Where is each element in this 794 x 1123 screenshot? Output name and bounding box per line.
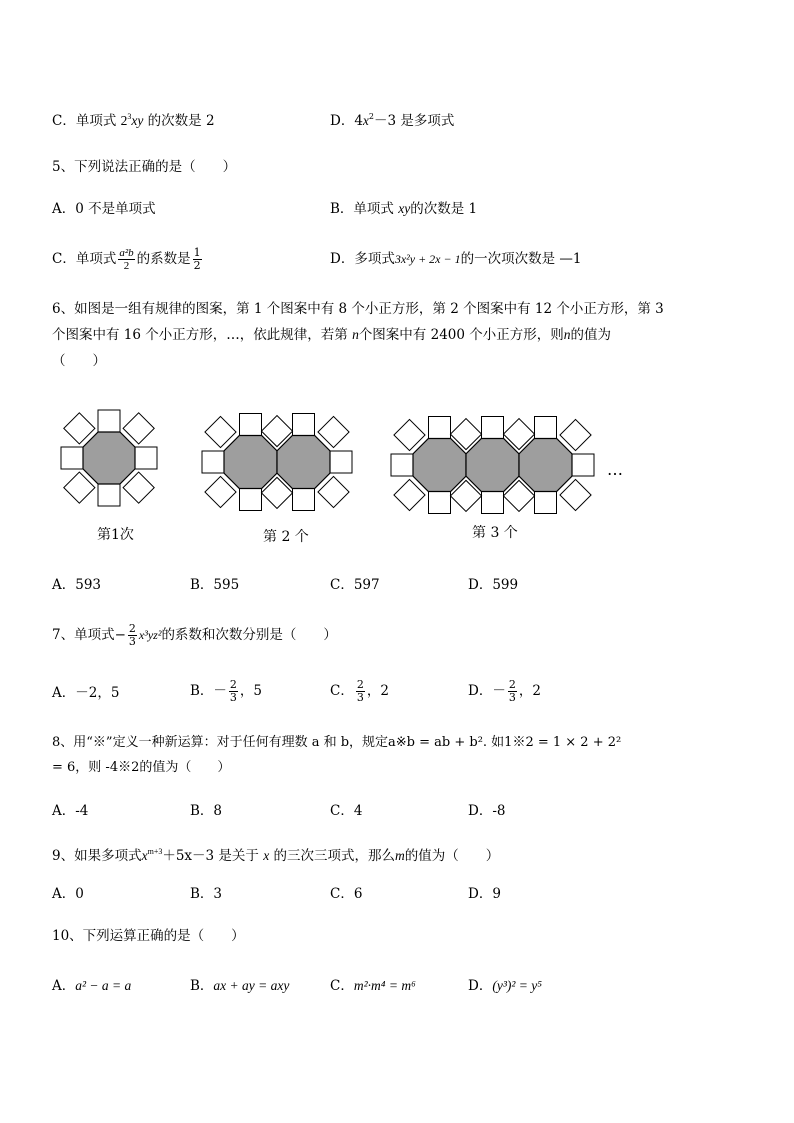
q5-stem: 5、下列说法正确的是（ ） <box>52 159 237 175</box>
pattern3-square <box>572 454 594 476</box>
q9-option-d: D．9 <box>468 886 501 902</box>
q9-option-a: A．0 <box>52 886 84 902</box>
q9-option-b: B．3 <box>190 886 223 902</box>
q8-option-a: A．-4 <box>52 803 89 819</box>
pattern-caption-1: 第1次 <box>97 527 134 543</box>
q9-stem: 9、如果多项式$x^{m+3}+5x-3$ 是关于 x 的三次三项式，那么m的值为（ ） <box>52 847 500 864</box>
pattern1-square <box>98 410 120 432</box>
pattern2-square <box>202 451 224 473</box>
pattern2-square <box>293 489 315 511</box>
q6-option-d: D．599 <box>468 577 519 593</box>
pattern-caption-2: 第 2 个 <box>263 529 309 545</box>
pattern3-octagon <box>519 439 572 492</box>
pattern3-square <box>391 454 413 476</box>
pattern3-square <box>482 492 504 514</box>
pattern-caption-3: 第 3 个 <box>472 525 518 541</box>
q7-stem: 7、单项式− $\frac{2}{3}$ x³yz²的系数和次数分别是（ ） <box>52 622 337 648</box>
q6-option-a: A．593 <box>52 577 102 593</box>
q5-option-c: C．单项式 $\frac{\text{a²b}}{2}$ 的系数是 $\frac{1}{2}$ <box>52 246 201 272</box>
q10-option-a: A．a² − a = a <box>52 978 132 994</box>
q6-option-b: B．595 <box>190 577 240 593</box>
pattern2-square <box>240 489 262 511</box>
q6-stem-line2: 个图案中有 16 个小正方形，…，依此规律，若第 n个图案中有 2400 个小正方形，则n的值为 <box>52 327 612 343</box>
q8-option-c: C．4 <box>330 803 363 819</box>
q10-option-c: C．m²·m⁴ = m⁶ <box>330 978 416 994</box>
q8-option-d: D．-8 <box>468 803 506 819</box>
q8-stem-line2: = 6，则 -4※2的值为（ ） <box>52 760 231 775</box>
pattern3-square <box>429 492 451 514</box>
q8-option-b: B．8 <box>190 803 223 819</box>
q7-option-d: D．－ $\frac{2}{3}$ ，2 <box>468 678 541 704</box>
q8-stem-line1: 8、用“※”定义一种新运算：对于任何有理数 a 和 b，规定a※b = ab + b². 如1※2 = 1 × 2 + 2² <box>52 735 622 750</box>
pattern1-square <box>98 484 120 506</box>
q7-option-b: B．－ $\frac{2}{3}$ ，5 <box>190 678 263 704</box>
pattern2-square <box>240 414 262 436</box>
pattern1-square <box>135 447 157 469</box>
q5-option-d: D．多项式3x²y + 2x − 1的一次项次数是 —1 <box>330 251 582 267</box>
q6-option-c: C．597 <box>330 577 380 593</box>
q9-option-c: C．6 <box>330 886 363 902</box>
q6-stem-line3: （ ） <box>52 353 106 369</box>
pattern-ellipsis: … <box>607 460 623 479</box>
pattern1-octagon <box>83 432 135 484</box>
q7-option-a: A．－2，5 <box>52 685 120 701</box>
pattern3-square <box>429 417 451 439</box>
q7-option-c: C． $\frac{2}{3}$ ，2 <box>330 678 389 704</box>
pattern2-square <box>293 414 315 436</box>
pattern2-octagon <box>224 436 277 489</box>
q10-stem: 10、下列运算正确的是（ ） <box>52 928 245 944</box>
q10-option-d: D．(y³)² = y⁵ <box>468 978 542 994</box>
pattern1-square <box>61 447 83 469</box>
q6-stem-line1: 6、如图是一组有规律的图案，第 1 个图案中有 8 个小正方形，第 2 个图案中有 12 个小正方形，第 3 <box>52 301 664 317</box>
q4-option-c: C．单项式 $2^3xy$ 的次数是 2 <box>52 112 215 129</box>
pattern2-octagon <box>277 436 330 489</box>
q5-option-b: B．单项式 xy的次数是 1 <box>330 201 478 217</box>
pattern3-square <box>535 417 557 439</box>
pattern3-octagon <box>466 439 519 492</box>
pattern3-octagon <box>413 439 466 492</box>
pattern2-square <box>330 451 352 473</box>
q10-option-b: B．ax + ay = axy <box>190 978 290 994</box>
pattern3-square <box>482 417 504 439</box>
q4-option-d: D．$4x^2-3$ 是多项式 <box>330 112 455 129</box>
q5-option-a: A．0 不是单项式 <box>52 201 156 217</box>
pattern3-square <box>535 492 557 514</box>
